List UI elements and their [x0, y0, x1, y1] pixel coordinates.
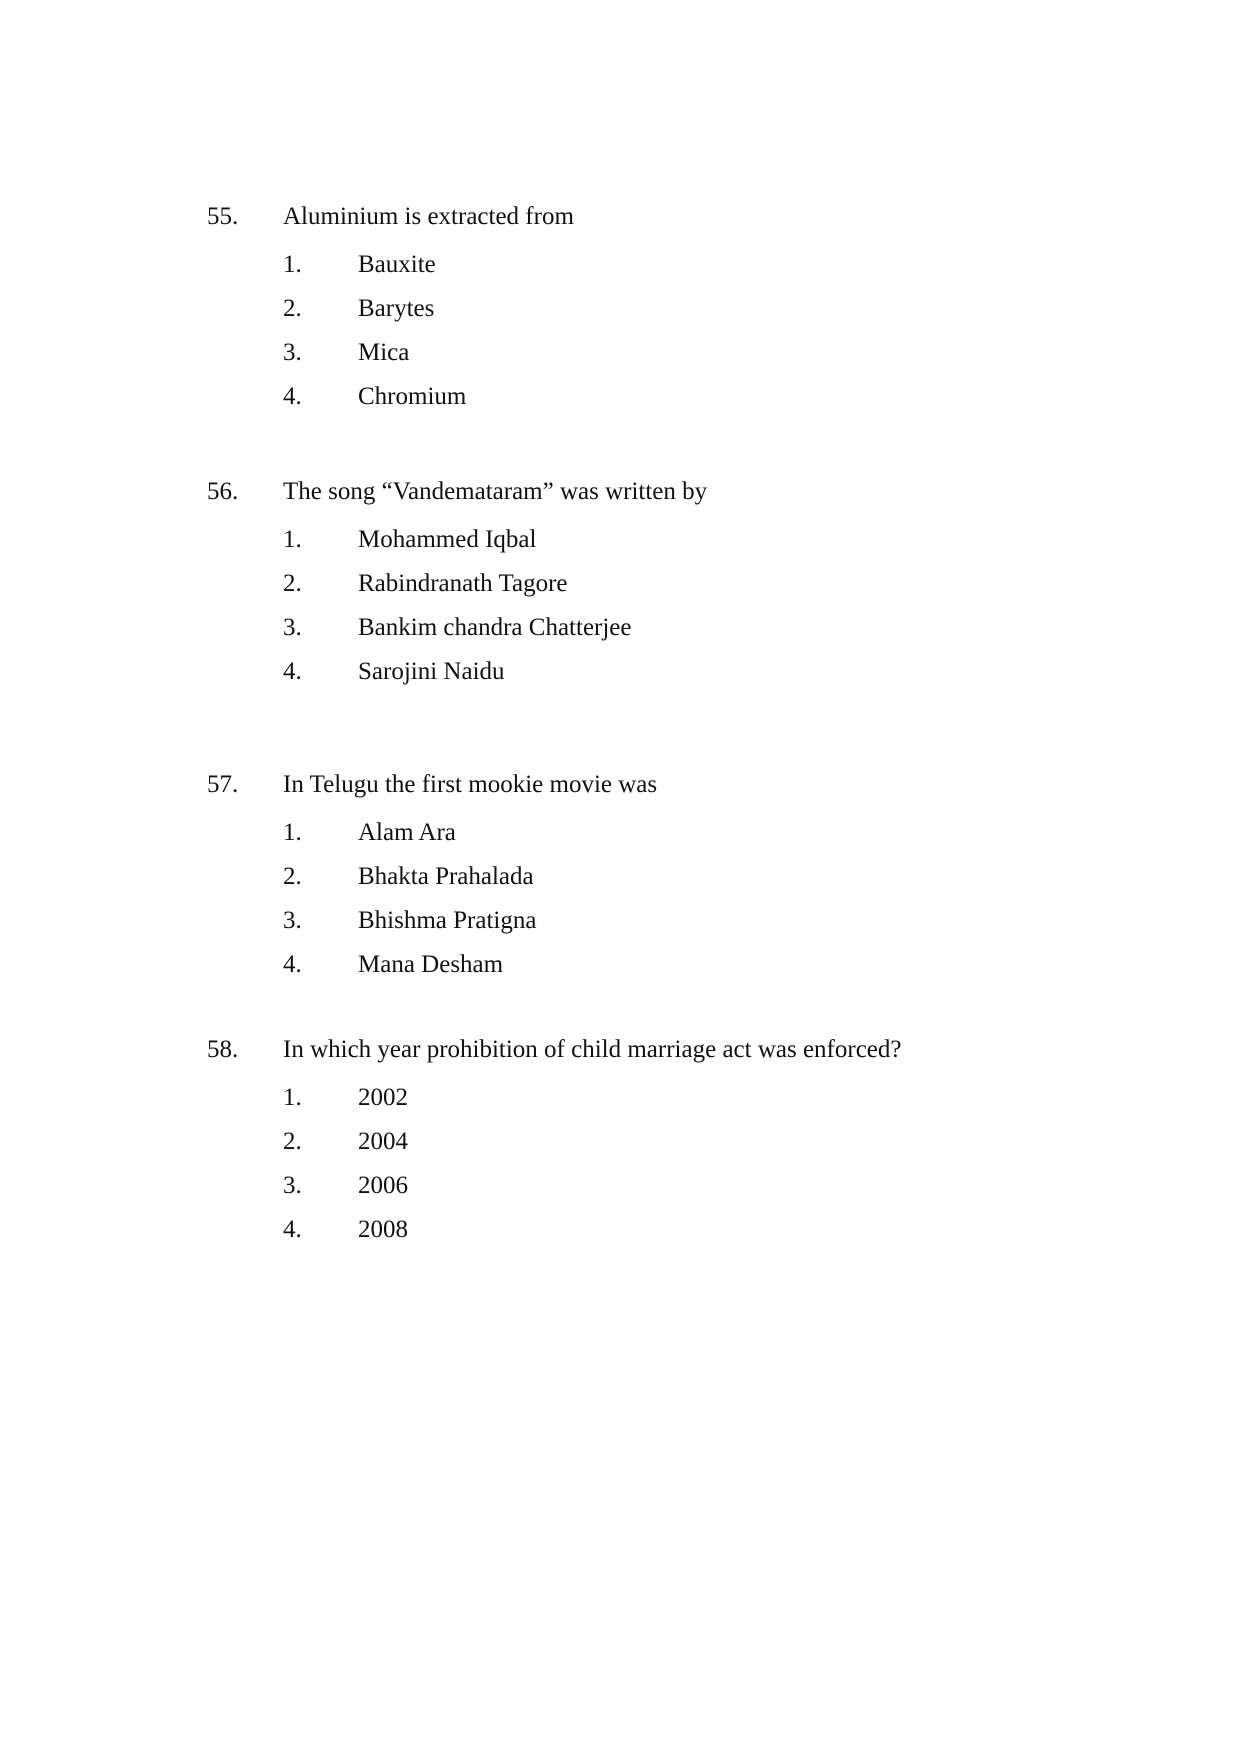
option-number: 2. [283, 570, 302, 597]
option-text: Alam Ara [358, 819, 456, 846]
question-56 [0, 477, 1241, 687]
question-number: 58. [207, 1036, 239, 1063]
option-number: 3. [283, 907, 302, 934]
option-number: 4. [283, 658, 302, 685]
option-text: Sarojini Naidu [358, 658, 505, 685]
option-2 [0, 569, 1241, 599]
option-text: Mohammed Iqbal [358, 526, 537, 553]
option-number: 2. [283, 863, 302, 890]
option-number: 4. [283, 383, 302, 410]
option-number: 3. [283, 1172, 302, 1199]
option-text: Barytes [358, 295, 435, 322]
option-1 [0, 1083, 1241, 1113]
question-number: 55. [207, 203, 239, 230]
option-number: 2. [283, 1128, 302, 1155]
question-58 [0, 1035, 1241, 1245]
option-2 [0, 294, 1241, 324]
question-stem [0, 477, 1241, 507]
option-3 [0, 1171, 1241, 1201]
option-1 [0, 250, 1241, 280]
option-text: Bankim chandra Chatterjee [358, 614, 632, 641]
option-number: 4. [283, 951, 302, 978]
option-1 [0, 525, 1241, 555]
question-text: Aluminium is extracted from [283, 203, 574, 230]
option-number: 1. [283, 1084, 302, 1111]
option-text: 2002 [358, 1084, 408, 1111]
option-number: 2. [283, 295, 302, 322]
question-number: 56. [207, 478, 239, 505]
option-text: 2008 [358, 1216, 408, 1243]
option-text: Mica [358, 339, 410, 366]
question-text: The song “Vandemataram” was written by [283, 478, 708, 505]
option-3 [0, 338, 1241, 368]
option-text: 2006 [358, 1172, 408, 1199]
question-text: In Telugu the first mookie movie was [283, 771, 658, 798]
option-text: Chromium [358, 383, 467, 410]
option-number: 1. [283, 819, 302, 846]
option-number: 3. [283, 614, 302, 641]
option-number: 1. [283, 526, 302, 553]
option-number: 3. [283, 339, 302, 366]
option-4 [0, 657, 1241, 687]
option-2 [0, 1127, 1241, 1157]
question-number: 57. [207, 771, 239, 798]
option-text: Bhishma Pratigna [358, 907, 537, 934]
option-4 [0, 382, 1241, 412]
question-stem [0, 202, 1241, 232]
question-stem [0, 770, 1241, 800]
question-stem [0, 1035, 1241, 1065]
question-55 [0, 202, 1241, 412]
option-text: Bauxite [358, 251, 436, 278]
option-2 [0, 862, 1241, 892]
question-text: In which year prohibition of child marriage act was enforced? [283, 1036, 902, 1063]
option-text: 2004 [358, 1128, 408, 1155]
option-4 [0, 950, 1241, 980]
option-number: 1. [283, 251, 302, 278]
option-text: Mana Desham [358, 951, 504, 978]
option-1 [0, 818, 1241, 848]
option-text: Rabindranath Tagore [358, 570, 568, 597]
option-3 [0, 906, 1241, 936]
question-57 [0, 770, 1241, 980]
option-text: Bhakta Prahalada [358, 863, 534, 890]
option-number: 4. [283, 1216, 302, 1243]
option-3 [0, 613, 1241, 643]
option-4 [0, 1215, 1241, 1245]
